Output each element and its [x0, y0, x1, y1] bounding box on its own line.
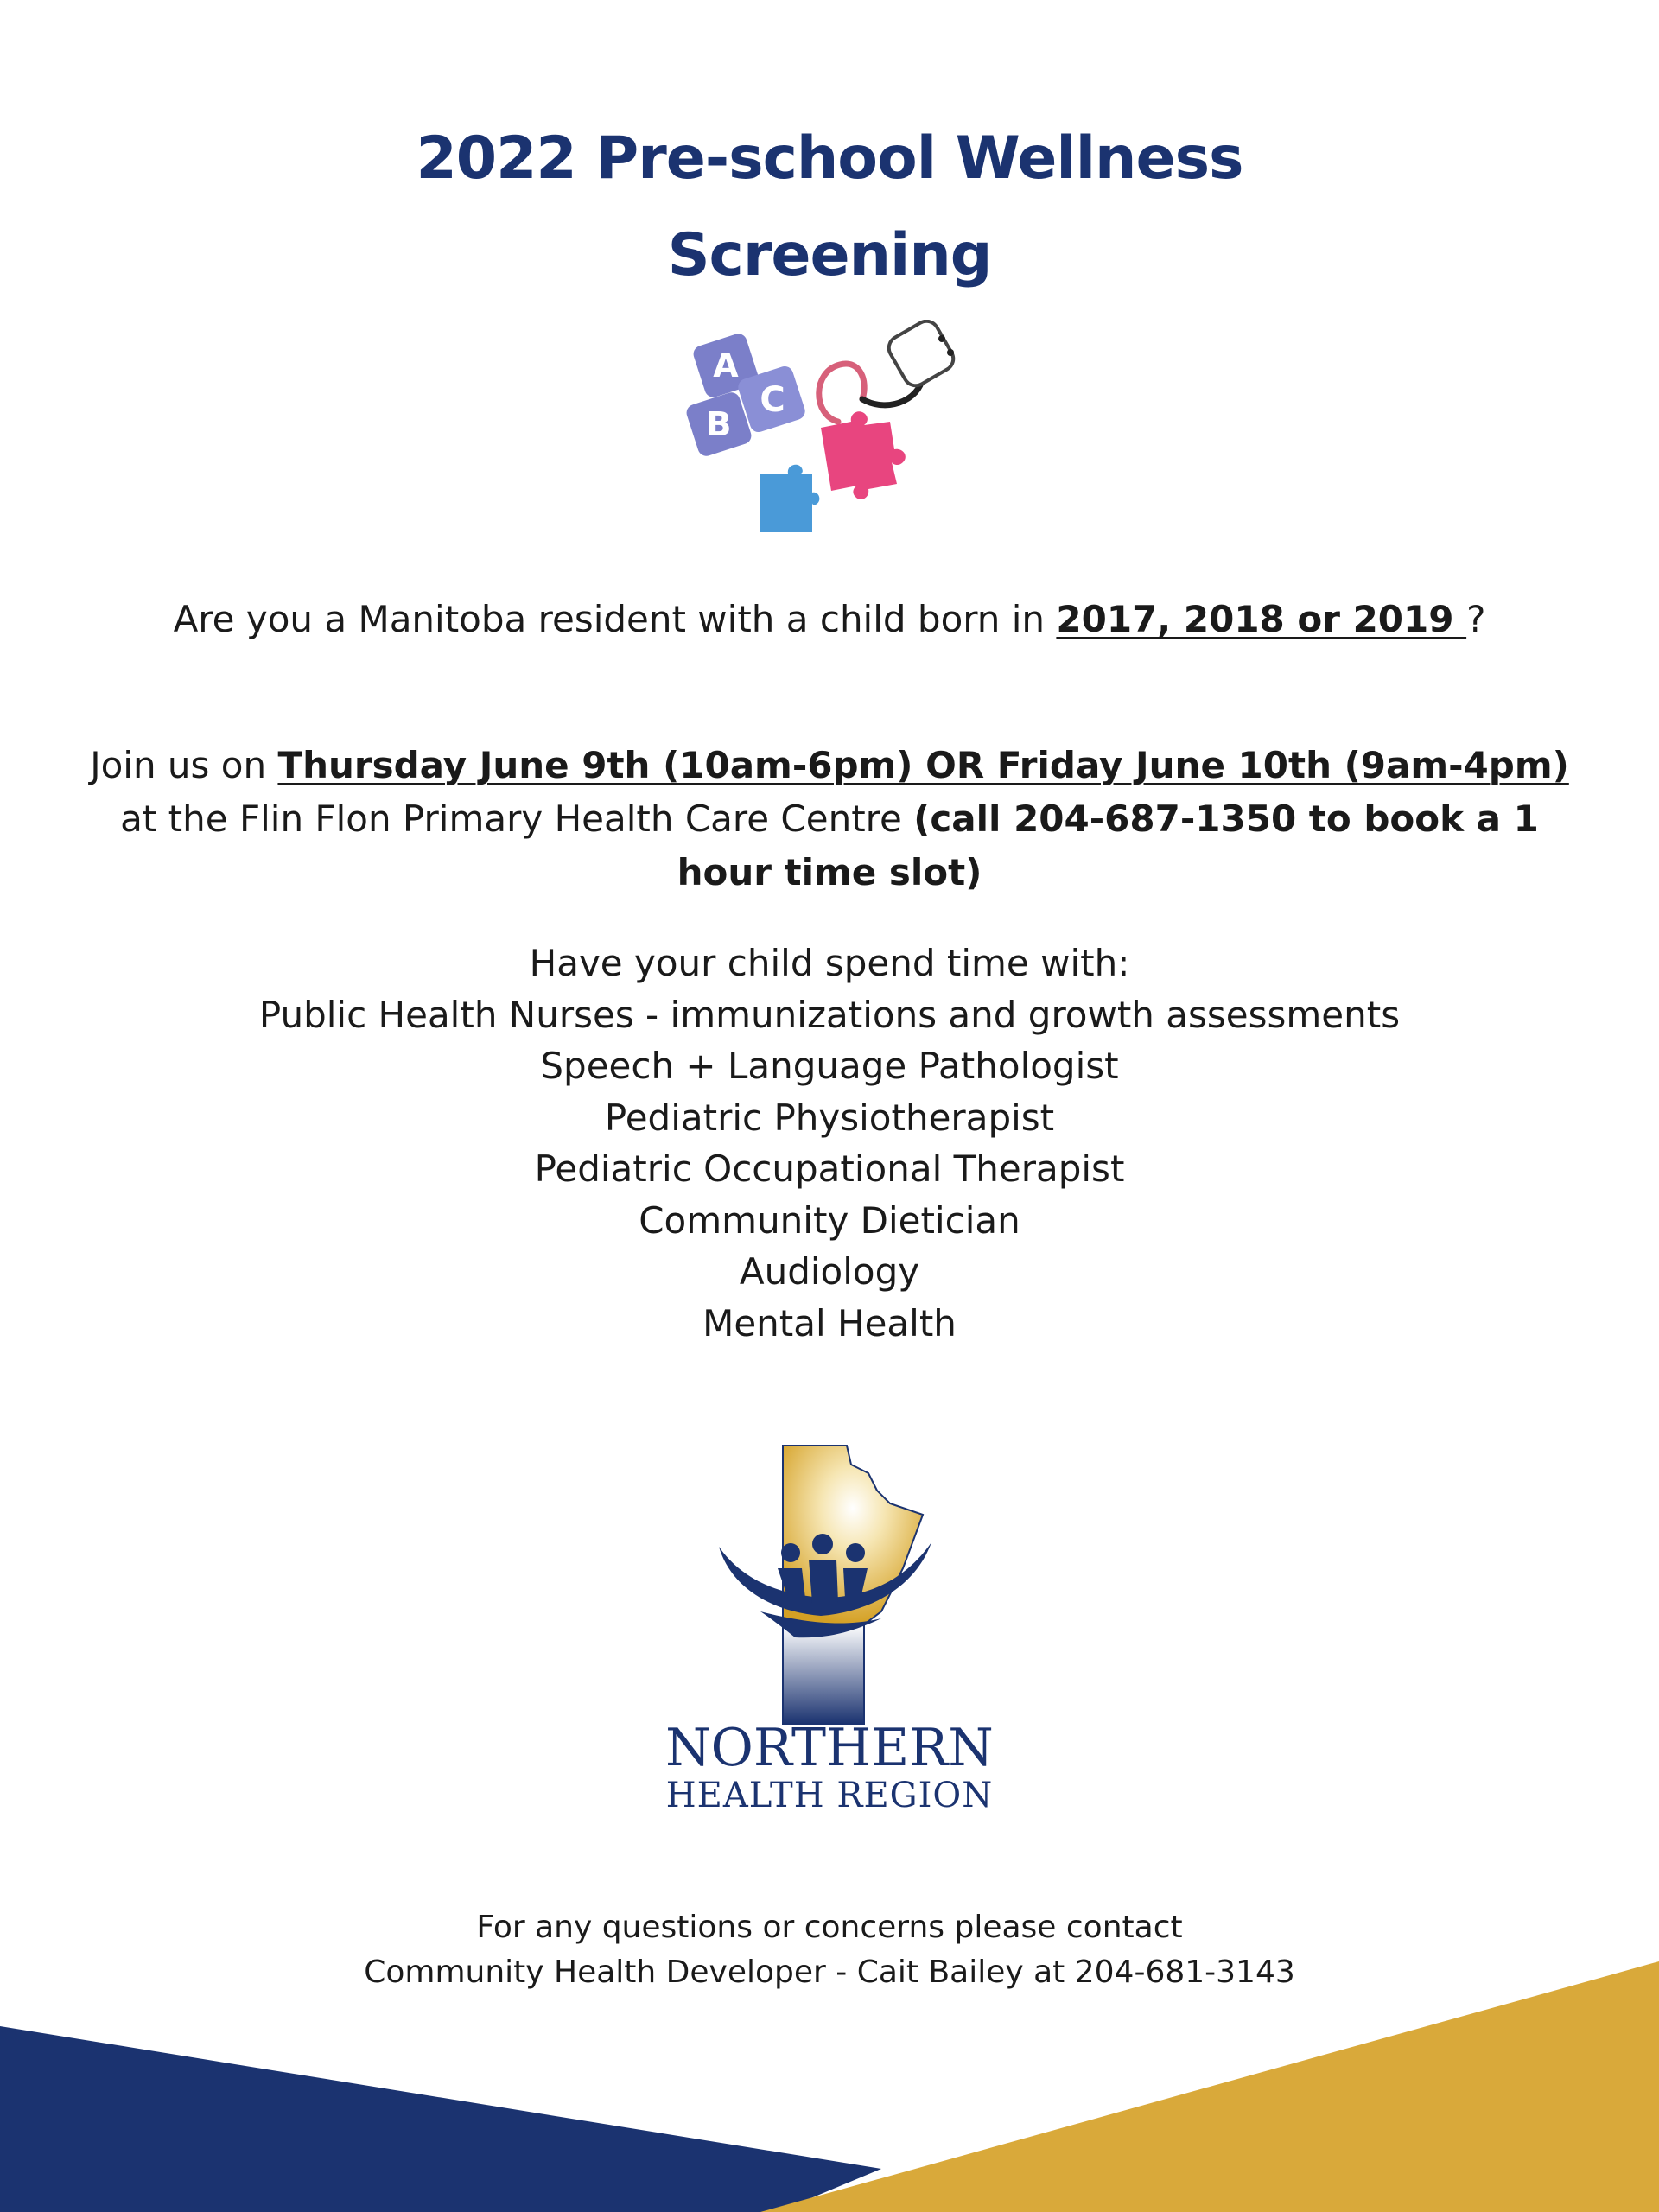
contact-line-2: Community Health Developer - Cait Bailey at 204-681-3143: [364, 1955, 1295, 1990]
navy-band: [0, 2026, 881, 2212]
block-b-letter: B: [706, 405, 732, 443]
list-item: Pediatric Physiotherapist: [604, 1096, 1055, 1139]
organization-name: NORTHERN: [665, 1718, 994, 1778]
title-line-1: 2022 Pre-school Wellness: [416, 124, 1243, 193]
list-item: Audiology: [739, 1250, 920, 1293]
booking-instruction: (call 204-687-1350 to book a 1: [913, 798, 1539, 840]
services-heading: Have your child spend time with:: [529, 942, 1130, 984]
question-prefix: Are you a Manitoba resident with a child born in: [173, 598, 1057, 640]
join-prefix: Join us on: [90, 744, 278, 786]
block-a-letter: A: [713, 346, 739, 385]
blue-puzzle-icon: [760, 465, 819, 532]
abc-blocks-icon: [684, 332, 807, 459]
pink-puzzle-icon: [821, 411, 906, 499]
gold-band: [760, 1961, 1659, 2212]
event-location: at the Flin Flon Primary Health Care Centre: [120, 798, 914, 840]
list-item: Public Health Nurses - immunizations and growth assessments: [258, 993, 1401, 1036]
bottom-decorative-bands: [0, 1961, 1659, 2212]
list-item: Mental Health: [702, 1301, 957, 1344]
organization-subname: HEALTH REGION: [665, 1776, 994, 1815]
birth-years-link: 2017, 2018 or 2019: [1056, 598, 1467, 640]
page-title: [0, 111, 1659, 304]
event-dates-line: [0, 739, 1659, 792]
booking-instruction-cont: hour time slot): [677, 851, 982, 893]
northern-health-region-logo: [709, 1439, 959, 1737]
list-item: Speech + Language Pathologist: [540, 1045, 1119, 1087]
event-location-line: [0, 792, 1659, 846]
question-suffix: ?: [1466, 598, 1486, 640]
abc-blocks-stethoscope-illustration: [683, 320, 994, 536]
services-list: [0, 938, 1659, 1349]
event-dates: Thursday June 9th (10am-6pm) OR Friday June 10th (9am-4pm): [277, 744, 1569, 786]
eligibility-question: [0, 593, 1659, 646]
contact-line-1: For any questions or concerns please contact: [476, 1910, 1183, 1945]
title-line-2: Screening: [667, 221, 992, 289]
list-item: Pediatric Occupational Therapist: [534, 1147, 1125, 1190]
block-c-letter: C: [760, 380, 785, 420]
list-item: Community Dietician: [639, 1198, 1020, 1242]
stethoscope-icon: [819, 320, 958, 422]
